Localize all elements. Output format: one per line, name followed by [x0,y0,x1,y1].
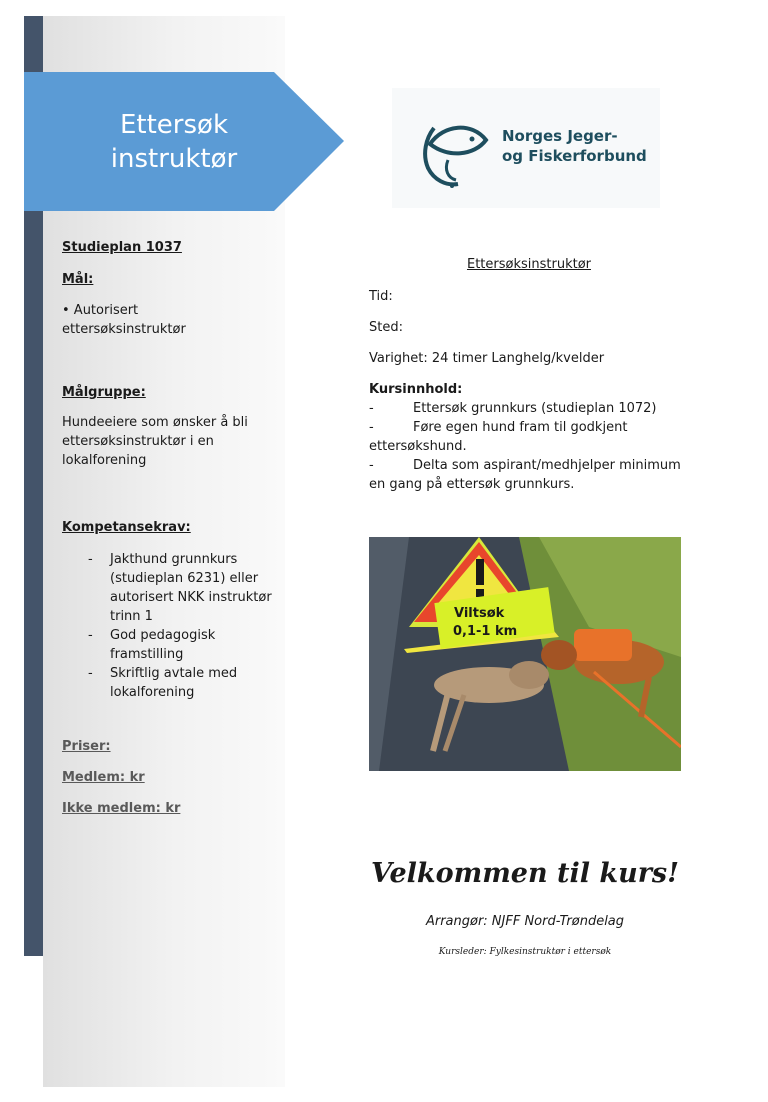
arrangor-text: Arrangør: NJFF Nord-Trøndelag [425,914,625,929]
sign-text-line1: Viltsøk [454,606,505,621]
logo-line2: og Fiskerforbund [502,147,647,165]
welcome-text: Velkommen til kurs! [371,858,679,889]
kompetanse-item: - Jakthund grunnkurs (studieplan 6231) eller autorisert NKK instruktør trinn 1 [110,550,274,626]
kursinnhold-item: - Delta som aspirant/medhjelper minimum en gang på ettersøk grunnkurs. [369,458,681,492]
main-heading: Ettersøksinstruktør [466,257,591,272]
banner-title-line1: Ettersøk [119,109,228,140]
sted-field: Sted: [369,320,403,335]
logo-line1: Norges Jeger- [502,127,618,145]
maalgruppe-heading: Målgruppe: [62,385,146,400]
medlem-price: Medlem: kr [62,770,145,785]
maalgruppe-text: Hundeeiere som ønsker å bli ettersøksinstruktør i en lokalforening [62,415,248,468]
kompetanse-item: - Skriftlig avtale med lokalforening [110,664,274,702]
kursinnhold-item-text: Ettersøk grunnkurs (studieplan 1072) [413,401,657,416]
maal-item: • Autorisert ettersøksinstruktør [62,303,186,337]
kursinnhold-heading: Kursinnhold: [369,382,463,397]
kursinnhold-item-text: Føre egen hund fram til godkjent ettersøkshund. [369,420,628,454]
varighet-field: Varighet: 24 timer Langhelg/kvelder [369,351,605,366]
logo-text [502,126,647,166]
title-banner [24,72,344,211]
tid-field: Tid: [369,289,393,304]
kompetanse-list [64,550,274,702]
kursinnhold-item-text: Delta som aspirant/medhjelper minimum en gang på ettersøk grunnkurs. [369,458,681,492]
banner-title [24,72,324,211]
fish-logo-icon [414,110,494,200]
kursleder-text: Kursleder: Fylkesinstruktør i ettersøk [438,947,612,957]
kompetanse-item: - God pedagogisk framstilling [110,626,274,664]
studieplan-label: Studieplan 1037 [62,240,182,255]
kompetanse-heading: Kompetansekrav: [62,520,191,535]
maal-heading: Mål: [62,272,94,287]
photo-illustration [369,537,681,771]
kursinnhold-item: - Føre egen hund fram til godkjent ettersøkshund. [369,420,628,454]
ikke-medlem-price: Ikke medlem: kr [62,801,181,816]
dog-tracking-photo [369,537,681,771]
kursinnhold-item: - Ettersøk grunnkurs (studieplan 1072) [369,401,657,416]
banner-title-line2: instruktør [110,143,238,174]
priser-label: Priser: [62,739,111,754]
sign-text-line2: 0,1-1 km [453,624,518,639]
kursinnhold-list [369,399,689,494]
